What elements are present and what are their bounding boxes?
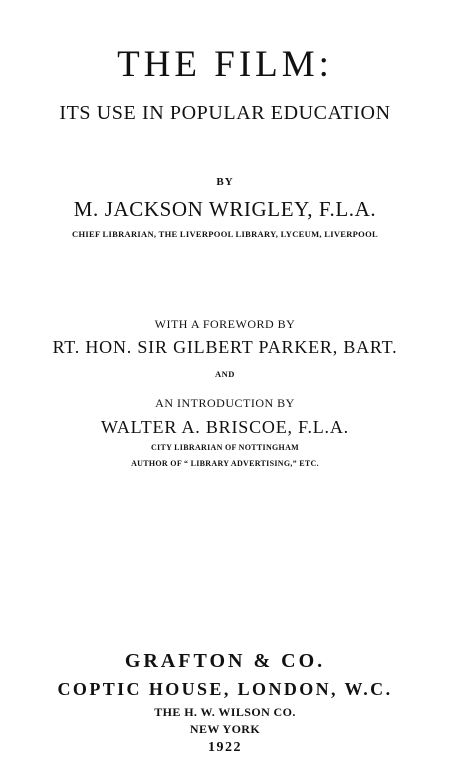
foreword-label: WITH A FOREWORD BY — [154, 317, 296, 331]
publisher-address: COPTIC HOUSE, LONDON, W.C. — [57, 679, 393, 699]
foreword-author: RT. HON. SIR GILBERT PARKER, BART. — [52, 337, 398, 357]
us-publisher-city: NEW YORK — [189, 722, 261, 736]
by-label: BY — [216, 176, 234, 188]
author-name: M. JACKSON WRIGLEY, F.L.A. — [73, 197, 377, 221]
author-role: CHIEF LIBRARIAN, THE LIVERPOOL LIBRARY, LYCEUM, LIVERPOOL — [72, 229, 378, 239]
publication-year: 1922 — [208, 740, 242, 755]
book-title: THE FILM: — [117, 44, 333, 85]
and-label: AND — [215, 369, 235, 379]
introduction-author-role-2: AUTHOR OF “ LIBRARY ADVERTISING,” ETC. — [131, 459, 319, 468]
introduction-label: AN INTRODUCTION BY — [155, 396, 295, 410]
us-publisher-name: THE H. W. WILSON CO. — [154, 705, 296, 719]
publisher-name: GRAFTON & CO. — [124, 650, 326, 672]
book-subtitle: ITS USE IN POPULAR EDUCATION — [59, 102, 391, 124]
introduction-author-role-1: CITY LIBRARIAN OF NOTTINGHAM — [150, 443, 300, 452]
introduction-author: WALTER A. BRISCOE, F.L.A. — [101, 417, 349, 437]
